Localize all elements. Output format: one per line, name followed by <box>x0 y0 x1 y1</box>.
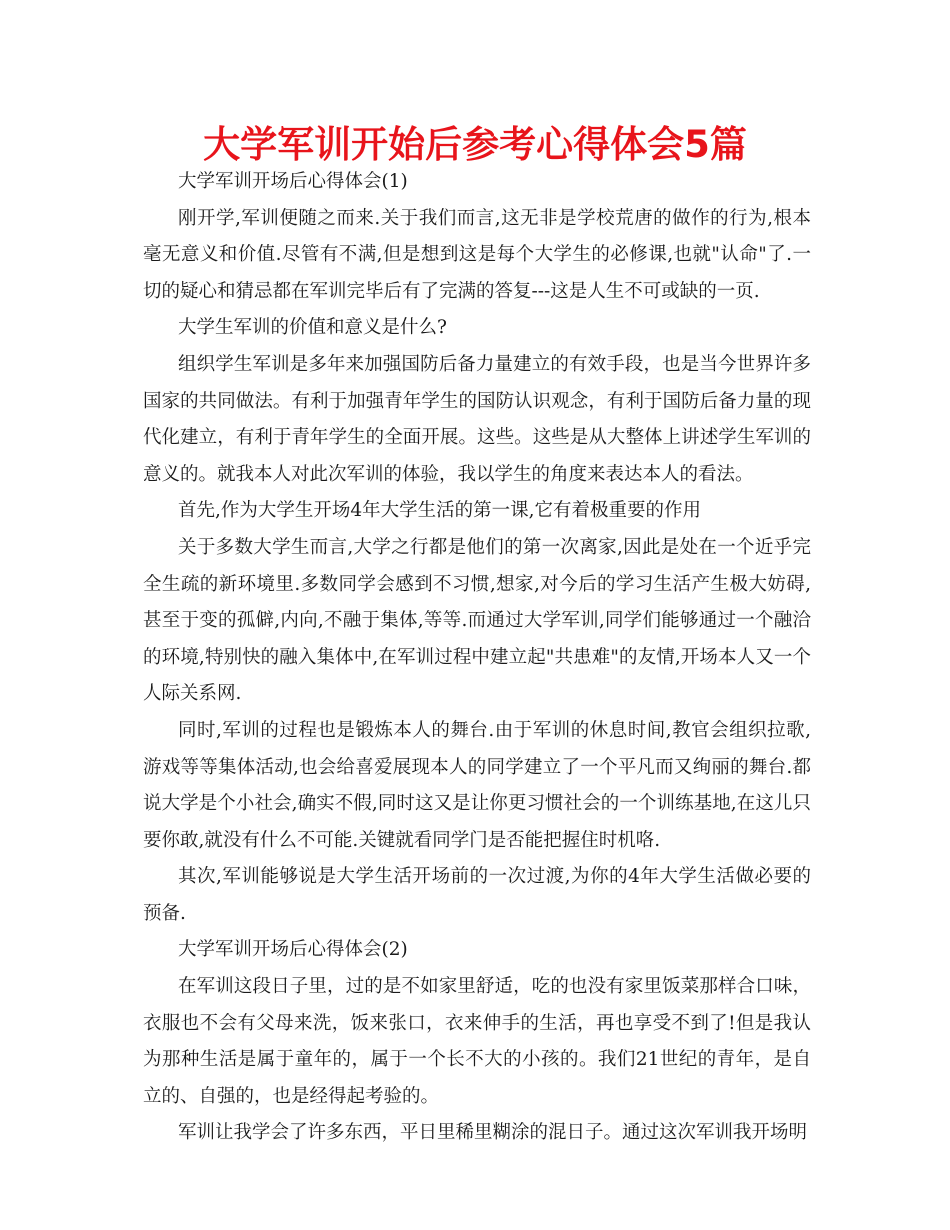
paragraph: 军训让我学会了许多东西，平日里稀里糊涂的混日子。通过这次军训我开场明 <box>178 1122 808 1144</box>
document-title: 大学军训开始后参考心得体会5篇 <box>203 123 747 166</box>
paragraph: 刚开学,军训便随之而来.关于我们而言,这无非是学校荒唐的做作的行为,根本毫无意义和价值.尽管有不满,但是想到这是每个大学生的必修课,也就"认命"了.一切的疑心和猜忌都在军训完毕后有了完满的答复---这是人生不可或缺的一页. <box>143 207 811 302</box>
paragraph: 在军训这段日子里，过的是不如家里舒适，吃的也没有家里饭菜那样合口味，衣服也不会有父母来洗，饭来张口，衣来伸手的生活，再也享受不到了!但是我认为那种生活是属于童年的，属于一个长不大的小孩的。我们21世纪的青年，是自立的、自强的，也是经得起考验的。 <box>143 976 811 1107</box>
paragraph: 同时,军训的过程也是锻炼本人的舞台.由于军训的休息时间,教官会组织拉歌,游戏等等集体活动,也会给喜爱展现本人的同学建立了一个平凡而又绚丽的舞台.都说大学是个小社会,确实不假,同时这又是让你更习惯社会的一个训练基地,在这儿只要你敢,就没有什么不可能.关键就看同学门是否能把握住时机咯. <box>143 719 811 851</box>
paragraph: 其次,军训能够说是大学生活开场前的一次过渡,为你的4年大学生活做必要的预备. <box>143 866 811 924</box>
document-body <box>143 164 811 1152</box>
paragraph: 首先,作为大学生开场4年大学生活的第一课,它有着极重要的作用 <box>178 500 702 522</box>
paragraph: 关于多数大学生而言,大学之行都是他们的第一次离家,因此是处在一个近乎完全生疏的新环境里.多数同学会感到不习惯,想家,对今后的学习生活产生极大妨碍,甚至于变的孤僻,内向,不融于集体,等等.而通过大学军训,同学们能够通过一个融洽的环境,特别快的融入集体中,在军训过程中建立起"共患难"的友情,开场本人又一个人际关系网. <box>143 536 811 705</box>
paragraph: 组织学生军训是多年来加强国防后备力量建立的有效手段，也是当今世界许多国家的共同做法。有利于加强青年学生的国防认识观念，有利于国防后备力量的现代化建立，有利于青年学生的全面开展。这些。这些是从大整体上讲述学生军训的意义的。就我本人对此次军训的体验，我以学生的角度来表达本人的看法。 <box>143 353 811 485</box>
paragraph-heading-2: 大学军训开场后心得体会(2) <box>178 939 408 961</box>
paragraph-heading-1: 大学军训开场后心得体会(1) <box>178 171 408 192</box>
paragraph-question: 大学生军训的价值和意义是什么? <box>178 317 447 339</box>
